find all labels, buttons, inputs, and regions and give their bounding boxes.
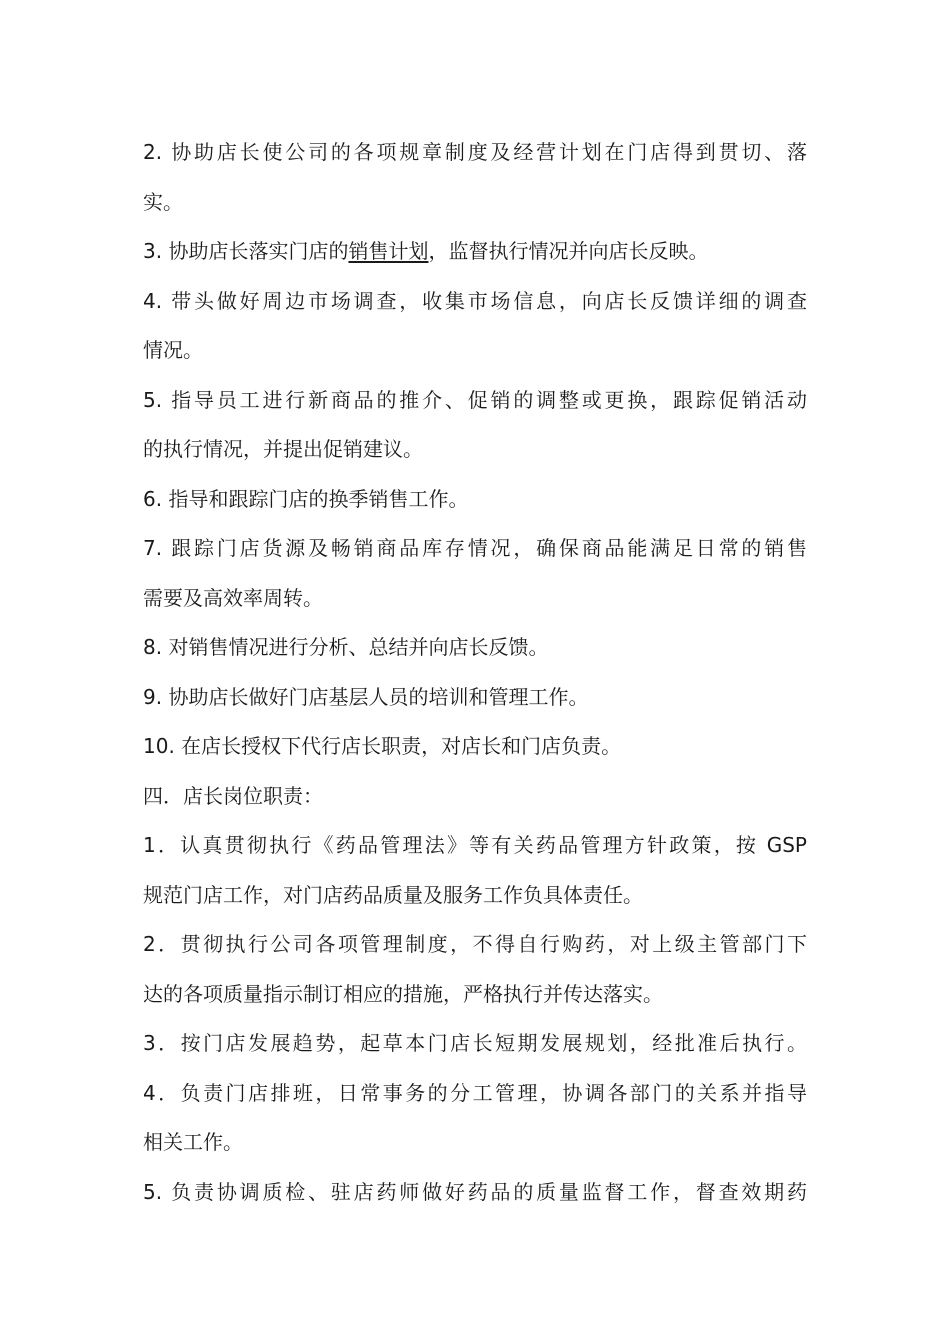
paragraph-line: 达的各项质量指示制订相应的措施，严格执行并传达落实。 [143, 981, 663, 1006]
paragraph-line: 1．认真贯彻执行《药品管理法》等有关药品管理方针政策，按 GSP [143, 833, 807, 857]
sales-plan-link[interactable]: 销售计划 [348, 239, 429, 263]
section-heading: 四．店长岗位职责： [143, 783, 323, 808]
paragraph-line: 实。 [143, 189, 183, 214]
paragraph-line: 8. 对销售情况进行分析、总结并向店长反馈。 [143, 635, 549, 659]
paragraph-line: 9. 协助店长做好门店基层人员的培训和管理工作。 [143, 684, 589, 709]
paragraph-line: 2．贯彻执行公司各项管理制度，不得自行购药，对上级主管部门下 [143, 932, 807, 956]
document-body [143, 128, 807, 1217]
paragraph-line: 规范门店工作，对门店药品质量及服务工作负具体责任。 [143, 882, 643, 907]
paragraph-line: 4．负责门店排班，日常事务的分工管理，协调各部门的关系并指导 [143, 1080, 807, 1105]
paragraph-line: 5. 负责协调质检、驻店药师做好药品的质量监督工作，督查效期药 [143, 1179, 807, 1204]
paragraph-line: 3．按门店发展趋势，起草本门店长短期发展规划，经批准后执行。 [143, 1031, 807, 1055]
paragraph-line: 情况。 [143, 338, 203, 362]
paragraph-line: 需要及高效率周转。 [143, 585, 323, 610]
paragraph-line [143, 227, 807, 277]
paragraph-line: 4. 带头做好周边市场调查，收集市场信息，向店长反馈详细的调查 [143, 288, 807, 313]
paragraph-line: 7. 跟踪门店货源及畅销商品库存情况，确保商品能满足日常的销售 [143, 536, 807, 560]
line-text: ，监督执行情况并向店长反映。 [428, 239, 709, 263]
paragraph-line: 相关工作。 [143, 1130, 243, 1154]
paragraph-line: 5. 指导员工进行新商品的推介、促销的调整或更换，跟踪促销活动 [143, 387, 807, 412]
paragraph-line: 10. 在店长授权下代行店长职责，对店长和门店负责。 [143, 734, 622, 758]
paragraph-line: 的执行情况，并提出促销建议。 [143, 437, 423, 461]
line-text: 3. 协助店长落实门店的 [143, 239, 349, 263]
paragraph-line: 2. 协助店长使公司的各项规章制度及经营计划在门店得到贯切、落 [143, 140, 807, 164]
paragraph-line: 6. 指导和跟踪门店的换季销售工作。 [143, 486, 469, 511]
